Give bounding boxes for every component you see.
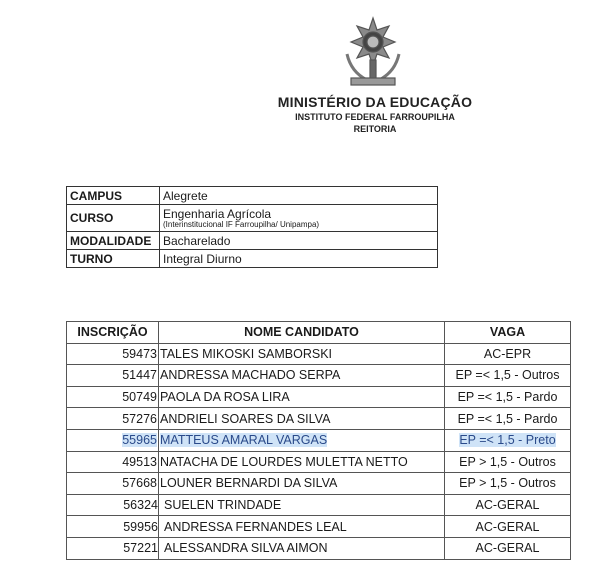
- institute-name: INSTITUTO FEDERAL FARROUPILHA: [295, 112, 455, 122]
- table-row: [67, 343, 571, 365]
- nome-cell: LOUNER BERNARDI DA SILVA: [159, 473, 445, 495]
- table-row: [67, 386, 571, 408]
- course-info-table: [66, 186, 438, 268]
- nome-cell: ALESSANDRA SILVA AIMON: [159, 537, 445, 559]
- highlight-mark: 55965: [122, 433, 157, 448]
- info-row-curso: [67, 205, 438, 232]
- info-row-modalidade: [67, 232, 438, 250]
- highlight-mark: EP =< 1,5 - Preto: [459, 433, 556, 448]
- nome-cell: [159, 429, 445, 451]
- inscricao-cell: 57276: [67, 408, 159, 430]
- nome-cell: ANDRESSA FERNANDES LEAL: [159, 516, 445, 538]
- nome-cell: PAOLA DA ROSA LIRA: [159, 386, 445, 408]
- curso-label: CURSO: [67, 205, 160, 232]
- inscricao-cell: 59473: [67, 343, 159, 365]
- inscricao-cell: 56324: [67, 494, 159, 516]
- table-row: [67, 408, 571, 430]
- campus-label: CAMPUS: [67, 187, 160, 205]
- turno-value: Integral Diurno: [160, 250, 438, 268]
- table-row: [67, 473, 571, 495]
- vaga-cell: AC-GERAL: [445, 494, 571, 516]
- nome-cell: TALES MIKOSKI SAMBORSKI: [159, 343, 445, 365]
- vaga-cell: EP > 1,5 - Outros: [445, 473, 571, 495]
- inscricao-cell: 59956: [67, 516, 159, 538]
- nome-cell: NATACHA DE LOURDES MULETTA NETTO: [159, 451, 445, 473]
- modalidade-label: MODALIDADE: [67, 232, 160, 250]
- info-row-campus: [67, 187, 438, 205]
- vaga-cell: AC-GERAL: [445, 516, 571, 538]
- nome-cell: SUELEN TRINDADE: [159, 494, 445, 516]
- col-header-inscricao: INSCRIÇÃO: [67, 322, 159, 344]
- vaga-cell: EP =< 1,5 - Pardo: [445, 386, 571, 408]
- col-header-vaga: VAGA: [445, 322, 571, 344]
- office-name: REITORIA: [353, 124, 397, 134]
- vaga-cell: EP > 1,5 - Outros: [445, 451, 571, 473]
- nome-cell: ANDRIELI SOARES DA SILVA: [159, 408, 445, 430]
- curso-value: Engenharia Agrícola: [163, 206, 272, 221]
- turno-label: TURNO: [67, 250, 160, 268]
- curso-note: (Interinstitucional IF Farroupilha/ Unipampa): [163, 219, 320, 229]
- table-row: [67, 516, 571, 538]
- inscricao-cell: 51447: [67, 365, 159, 387]
- table-header-row: [67, 322, 571, 344]
- vaga-cell: EP =< 1,5 - Pardo: [445, 408, 571, 430]
- nome-cell: ANDRESSA MACHADO SERPA: [159, 365, 445, 387]
- modalidade-value: Bacharelado: [160, 232, 438, 250]
- vaga-cell: AC-EPR: [445, 343, 571, 365]
- col-header-nome: NOME CANDIDATO: [159, 322, 445, 344]
- info-row-turno: [67, 250, 438, 268]
- candidates-table: [66, 321, 571, 560]
- ministry-title: MINISTÉRIO DA EDUCAÇÃO: [277, 94, 473, 110]
- table-row: [67, 537, 571, 559]
- vaga-cell: [445, 429, 571, 451]
- curso-cell: [160, 205, 438, 232]
- campus-value: Alegrete: [160, 187, 438, 205]
- inscricao-cell: 49513: [67, 451, 159, 473]
- table-row: [67, 451, 571, 473]
- vaga-cell: AC-GERAL: [445, 537, 571, 559]
- coat-of-arms-emblem: [337, 14, 409, 92]
- inscricao-cell: [67, 429, 159, 451]
- inscricao-cell: 57668: [67, 473, 159, 495]
- inscricao-cell: 50749: [67, 386, 159, 408]
- table-row-highlighted: [67, 429, 571, 451]
- vaga-cell: EP =< 1,5 - Outros: [445, 365, 571, 387]
- table-row: [67, 365, 571, 387]
- inscricao-cell: 57221: [67, 537, 159, 559]
- table-row: [67, 494, 571, 516]
- highlight-mark: MATTEUS AMARAL VARGAS: [160, 433, 328, 448]
